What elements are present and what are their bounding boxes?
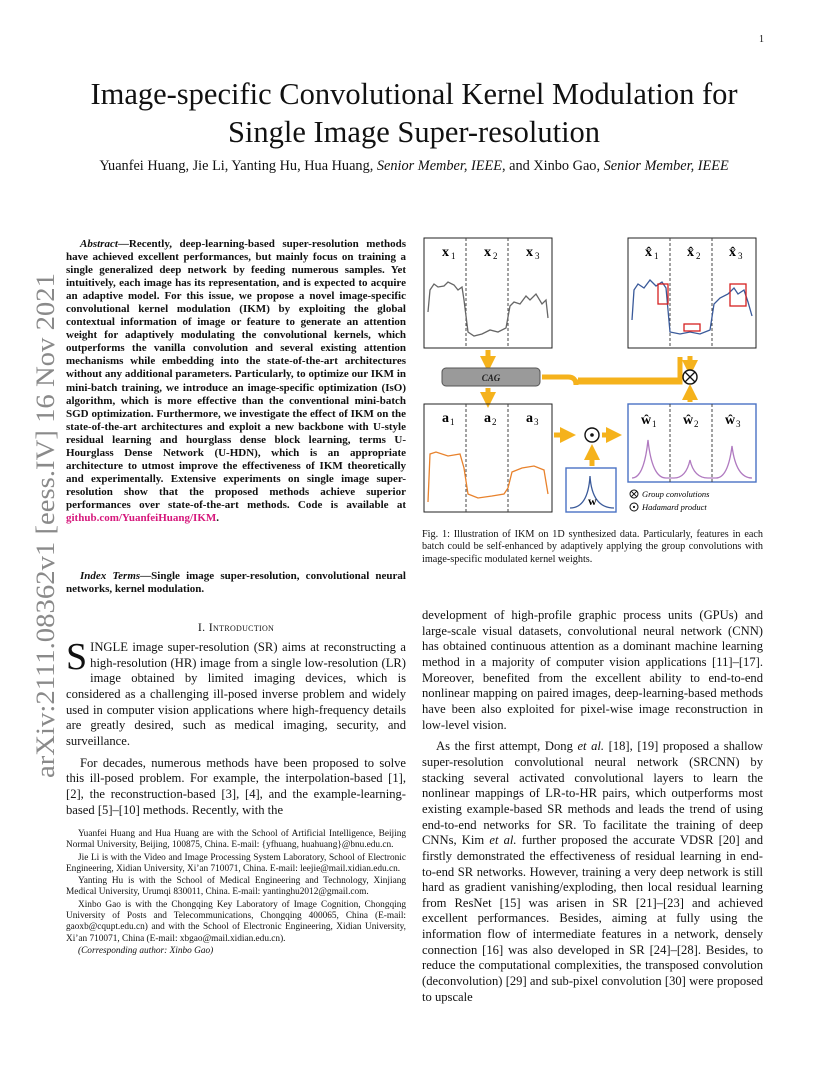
weight-label-1: ŵ <box>641 413 652 428</box>
col2-paragraph-2 <box>422 739 763 1005</box>
weight-sub-2: 2 <box>694 419 699 429</box>
legend-hadamard: Hadamard product <box>642 502 707 512</box>
attn-label-3: a <box>526 411 533 426</box>
attn-sub-3: 3 <box>534 417 539 427</box>
footnote-2: Jie Li is with the Video and Image Processing System Laboratory, School of Electronic Engineering, Xidian University, Xi’an 710071, China. E-mail: leejie@mail.xidian.edu.cn. <box>66 852 406 874</box>
attn-label-1: a <box>442 411 449 426</box>
col2-p2-part-b: [18], [19] proposed a shallow super-resolution convolutional neural network (SRCNN) by stacking several activated convolutional layers to learn the nonlinear mappings of LR-to-HR pairs, which outperforms most existing example-based SR methods and leads the trend of using end-to-end networks for SR. To facilitate the training of deep CNNs, Kim <box>422 739 763 848</box>
index-terms-body: —Single image super-resolution, convolutional neural networks, kernel modulation. <box>66 570 406 596</box>
author-list <box>0 158 828 175</box>
intro-p1-text: INGLE image super-resolution (SR) aims at reconstructing a high-resolution (HR) image from a single low-resolution (LR) image obtained by limited imaging devices, which is considered as a challenging ill-posed inverse problem and widely used in computer vision applications where high-frequency details are greatly desired, such as medical imaging, security, and surveillance. <box>66 640 406 748</box>
footnote-3: Yanting Hu is with the School of Medical Engineering and Technology, Xinjiang Medical University, Urumqi 830011, China. E-mail: yantinghu2012@gmail.com. <box>66 876 406 898</box>
figure-1 <box>418 232 768 522</box>
input-label-2: x <box>484 245 491 260</box>
output-label-3: x̂ <box>729 245 736 260</box>
output-signal-curve <box>632 280 752 334</box>
arxiv-stamp <box>22 273 62 778</box>
intro-paragraph-1 <box>66 636 406 750</box>
corresponding-author: (Corresponding author: Xinbo Gao) <box>78 945 214 956</box>
page-number: 1 <box>759 34 764 45</box>
paper-title <box>0 75 828 151</box>
authors-and: , and Xinbo Gao, <box>501 158 601 174</box>
legend-group-conv: Group convolutions <box>642 489 710 499</box>
output-signals-panel <box>628 238 756 348</box>
section-heading <box>66 620 406 635</box>
title-line-2: Single Image Super-resolution <box>227 115 601 149</box>
cag-label: CAG <box>481 373 501 383</box>
input-signals-panel <box>424 238 552 348</box>
attn-sub-1: 1 <box>450 417 455 427</box>
authors-names: Yuanfei Huang, Jie Li, Yanting Hu, Hua Huang, <box>99 158 374 174</box>
input-sub-2: 2 <box>493 251 498 261</box>
modulated-weights-panel <box>628 404 756 482</box>
output-sub-1: 1 <box>654 251 659 261</box>
code-link[interactable]: github.com/YuanfeiHuang/IKM <box>66 511 217 524</box>
title-line-1: Image-specific Convolutional Kernel Modulation for <box>90 77 738 111</box>
input-sub-1: 1 <box>451 251 456 261</box>
output-label-1: x̂ <box>645 245 652 260</box>
col2-p2-part-c: further proposed the accurate VDSR [20] and firstly demonstrated the effectiveness of residual learning in end-to-end SR networks. However, training a very deep network is still hard as gradient vanishing/exploding, then local residual learning from ResNet [15] was arisen in SR [21]–[23] and achieved excellent performances. Besides, aiming at fully using the information flow of intermediate features in a network, densely connection [16] was also developed in SR [24]–[28]. Besides, to reduce the computational complexities, the transposed convolution (deconvolution) [29] and sub-pixel convolution [30] were proposed to upscale <box>422 833 764 1004</box>
footnote-corresponding <box>66 946 406 957</box>
intro-column-2 <box>422 608 763 1005</box>
col2-paragraph-1: development of high-profile graphic process units (GPUs) and large-scale visual datasets, convolutional neural network (CNN) has obtained continuous attention as a dominant machine learning method in a majority of computer vision applications [11]–[17]. Moreover, benefited from the excellent ability to end-to-end nonlinear mapping on paired images, deep-learning-based methods have been also exploited for pixel-wise image reconstruction in low-level vision. <box>422 608 763 732</box>
authors-role-2: Senior Member, IEEE <box>603 158 729 174</box>
attention-panel <box>424 404 552 512</box>
abstract-end: . <box>216 511 220 524</box>
col2-p2-part-a: As the first attempt, Dong <box>436 739 573 754</box>
footnote-1: Yuanfei Huang and Hua Huang are with the School of Artificial Intelligence, Beijing Normal University, Beijing, 100875, China. E-mail: {yfhuang, huahuang}@bnu.edu.cn. <box>66 829 406 851</box>
etal-1: et al. <box>577 739 605 754</box>
output-label-2: x̂ <box>687 245 694 260</box>
intro-column-1 <box>66 636 406 818</box>
weight-sub-3: 3 <box>736 419 741 429</box>
weight-sub-1: 1 <box>652 419 657 429</box>
abstract <box>66 238 406 525</box>
weight-label-2: ŵ <box>683 413 694 428</box>
weight-label-3: ŵ <box>725 413 736 428</box>
index-terms <box>66 570 406 596</box>
intro-paragraph-2: For decades, numerous methods have been proposed to solve this ill-posed problem. For example, the interpolation-based [1], [2], the reconstruction-based [3], [4], and the example-learning-based [5]–[10] methods. Recently, with the <box>66 755 406 817</box>
authors-role-1: Senior Member, IEEE <box>376 158 502 174</box>
arxiv-stamp-text: arXiv:2111.08362v1 [eess.IV] 16 Nov 2021 <box>30 311 60 778</box>
footnote-4: Xinbo Gao is with the Chongqing Key Laboratory of Image Cognition, Chongqing University of Posts and Telecommunications, Chongqing 400065, China (E-mail: gaoxb@cqupt.edu.cn) and with the School of Electronic Engineering, Xidian University, Xi’an 710071, China (E-mail: xbgao@mail.xidian.edu.cn). <box>66 899 406 944</box>
attention-curve <box>428 452 548 502</box>
abstract-label: Abstract <box>80 238 118 250</box>
input-signal-curve <box>428 282 548 336</box>
output-sub-3: 3 <box>738 251 743 261</box>
output-sub-2: 2 <box>696 251 701 261</box>
input-label-1: x <box>442 245 449 260</box>
attn-sub-2: 2 <box>492 417 497 427</box>
etal-2: et al. <box>489 833 517 848</box>
abstract-body: —Recently, deep-learning-based super-resolution methods have achieved excellent performances, but mainly focus on training a single generalized deep network by feeding numerous samples. Yet intuitively, each image has its representation, and is expected to acquire an adaptive model. For this issue, we propose a novel image-specific convolutional kernel modulation (IKM) by exploiting the global contextual information of image or feature to generate an attention weight for adaptively modulating the convolutional kernels, which outperforms the vanilla convolution and several existing attention mechanisms while embedding into the state-of-the-art architectures without any additional parameters. Particularly, to optimize our IKM in mini-batch training, we introduce an image-specific optimization (IsO) algorithm, which is more effective than the conventional mini-batch SGD optimization. Furthermore, we investigate the effect of IKM on the state-of-the-art architectures and exploit a new backbone with U-style residual learning and hourglass dense block learning, terms U-Hourglass Dense Network (U-HDN), which is an appropriate architecture to utmost improve the effectiveness of IKM theoretically and experimentally. Extensive experiments on single image super-resolution show that the proposed methods achieve superior performances over state-of-the-art methods. Code is available at <box>66 238 406 511</box>
drop-cap: S <box>66 636 88 678</box>
section-title: I. Introduction <box>197 620 275 634</box>
input-sub-3: 3 <box>535 251 540 261</box>
footnotes <box>66 829 406 958</box>
input-label-3: x <box>526 245 533 260</box>
figure-caption: Fig. 1: Illustration of IKM on 1D synthesized data. Particularly, features in each batch could be self-enhanced by adaptively applying the group convolutions with image-specific modulated kernel weights. <box>422 529 763 565</box>
modulated-weights-curve <box>632 440 752 478</box>
index-terms-label: Index Terms <box>80 570 141 582</box>
weight-label: w <box>588 494 597 508</box>
attn-label-2: a <box>484 411 491 426</box>
